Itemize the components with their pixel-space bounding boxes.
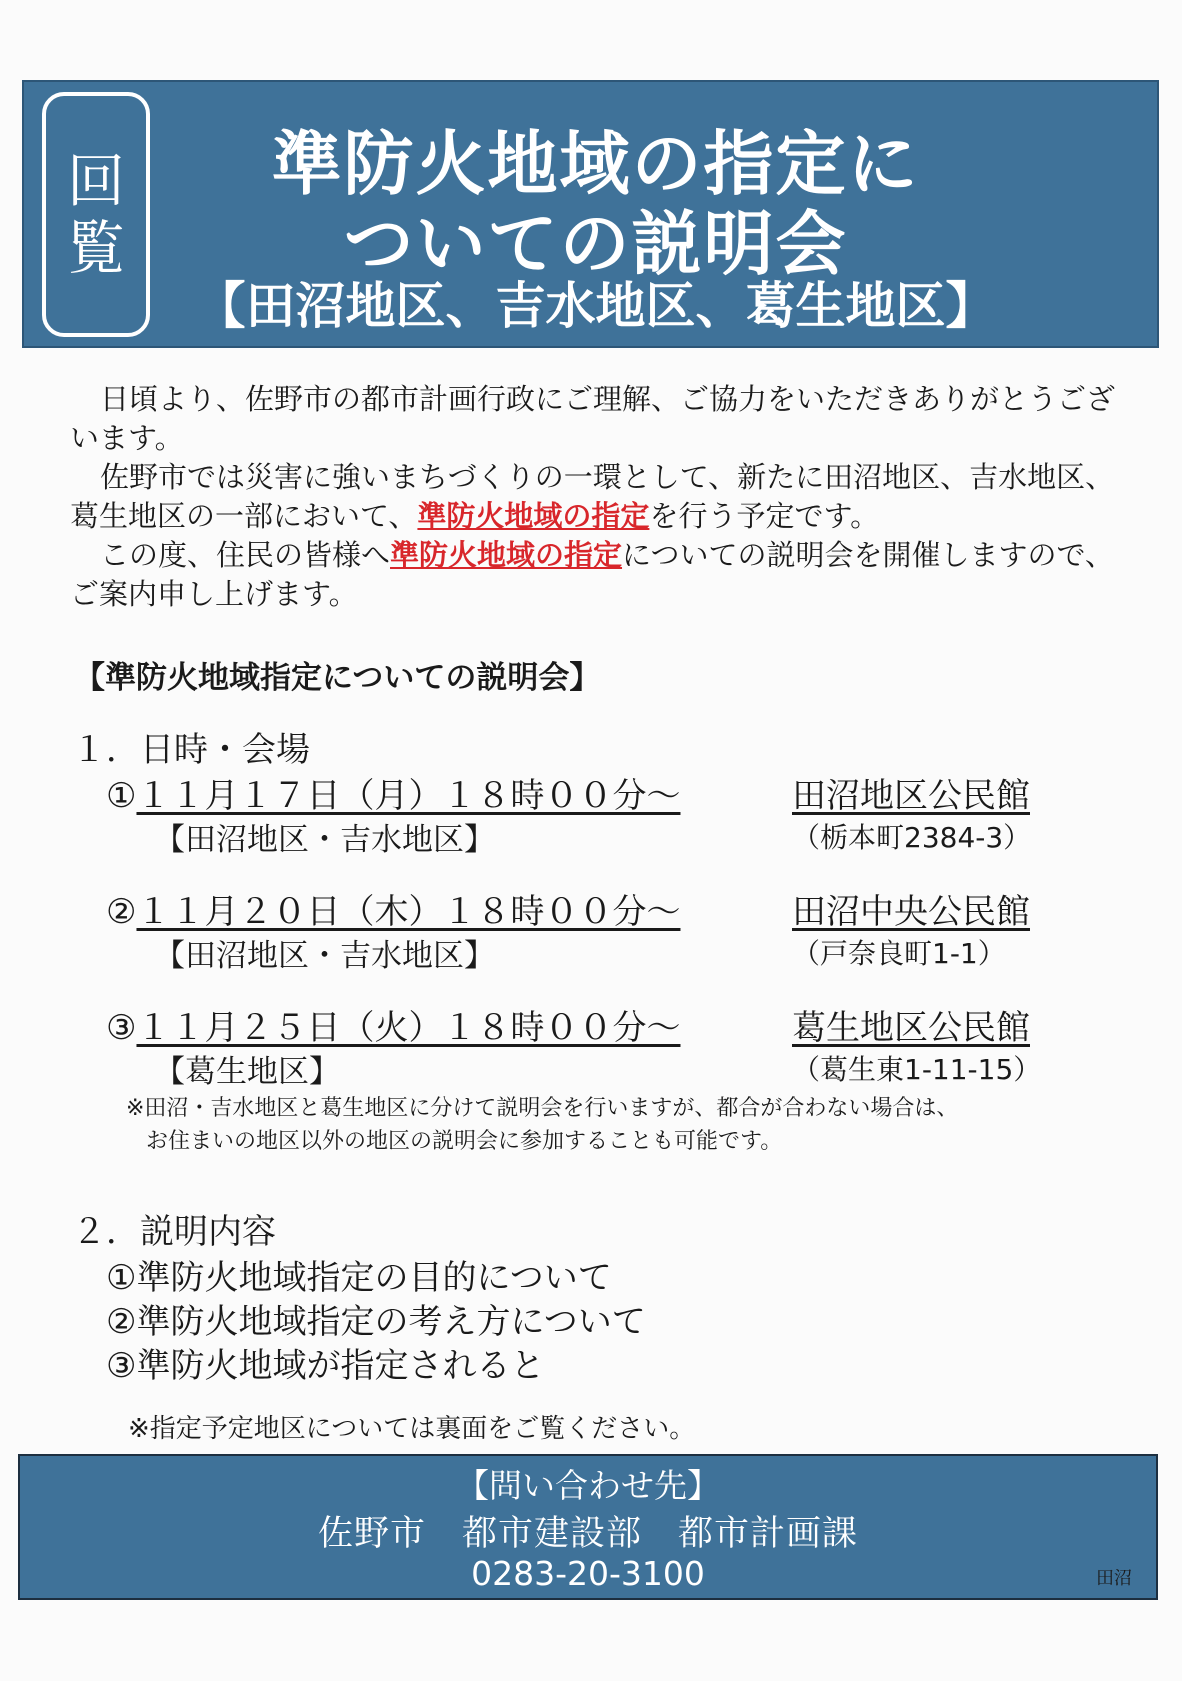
session-number: ① (106, 776, 137, 816)
session-row (106, 768, 1056, 858)
content-item: ①準防火地域指定の目的について (106, 1258, 612, 1298)
session-datetime (106, 884, 680, 933)
session-venue: 田沼中央公民館 (792, 892, 1030, 932)
text: を行う予定です。 (649, 499, 880, 533)
session-row (106, 884, 1056, 974)
note-line: ※田沼・吉水地区と葛生地区に分けて説明会を行いますが、都合が合わない場合は、 (126, 1096, 959, 1121)
session-datetime (106, 1000, 680, 1049)
schedule-note (126, 1092, 958, 1158)
title-banner (22, 80, 1159, 348)
remark-text: ※指定予定地区については裏面をご覧ください。 (128, 1414, 696, 1444)
datetime-text: １１月１７日（月）１８時００分～ (136, 776, 681, 816)
contact-label: 【問い合わせ先】 (456, 1466, 720, 1505)
circulation-stamp (42, 92, 150, 337)
session-area: 【葛生地区】 (154, 1054, 340, 1090)
title-districts: 【田沼地区、吉水地区、葛生地区】 (195, 277, 996, 335)
session-address: （栃本町2384-3） (792, 821, 1032, 854)
stamp-char: 回 (66, 146, 125, 215)
highlight-text: 準防火地域の指定 (417, 499, 650, 533)
text: についての説明会を開催しますので、ご案内申し上げます。 (70, 538, 1114, 611)
session-number: ③ (106, 1008, 137, 1048)
district-tag: 田沼 (1096, 1568, 1132, 1589)
datetime-text: １１月２０日（木）１８時００分～ (136, 892, 681, 932)
session-datetime (106, 768, 680, 817)
title-line-2: ついての説明会 (343, 203, 848, 285)
session-row (106, 1000, 1056, 1090)
intro-paragraph-2 (70, 458, 1120, 536)
title-line-1: 準防火地域の指定に (271, 123, 920, 205)
contact-department: 佐野市 都市建設部 都市計画課 (317, 1514, 858, 1554)
session-area: 【田沼地区・吉水地区】 (154, 822, 495, 858)
session-address: （葛生東1-11-15） (792, 1053, 1042, 1086)
session-area: 【田沼地区・吉水地区】 (154, 938, 495, 974)
content-item: ②準防火地域指定の考え方について (106, 1302, 646, 1342)
note-line: お住まいの地区以外の地区の説明会に参加することも可能です。 (146, 1129, 783, 1154)
stamp-char: 覧 (66, 213, 125, 282)
highlight-text: 準防火地域の指定 (390, 538, 623, 572)
content-heading: ２．説明内容 (72, 1212, 276, 1252)
text: 佐野市では災害に強いまちづくりの一環として、新たに田沼地区、吉水地区、葛生地区の一部において、 (70, 460, 1115, 533)
session-venue: 田沼地区公民館 (792, 776, 1030, 816)
schedule-heading: １．日時・会場 (72, 730, 310, 770)
contact-phone: 0283-20-3100 (471, 1554, 705, 1593)
session-number: ② (106, 892, 137, 932)
intro-paragraph-3 (70, 536, 1120, 614)
section-title: 【準防火地域指定についての説明会】 (74, 660, 601, 696)
contact-footer (18, 1454, 1158, 1600)
datetime-text: １１月２５日（火）１８時００分～ (136, 1008, 681, 1048)
session-address: （戸奈良町1-1） (792, 937, 1006, 970)
session-venue: 葛生地区公民館 (792, 1008, 1030, 1048)
content-item: ③準防火地域が指定されると (106, 1346, 545, 1386)
intro-paragraph-1: 日頃より、佐野市の都市計画行政にご理解、ご協力をいただきありがとうございます。 (70, 382, 1116, 455)
text: この度、住民の皆様へ (100, 538, 391, 572)
intro-text (70, 380, 1120, 614)
